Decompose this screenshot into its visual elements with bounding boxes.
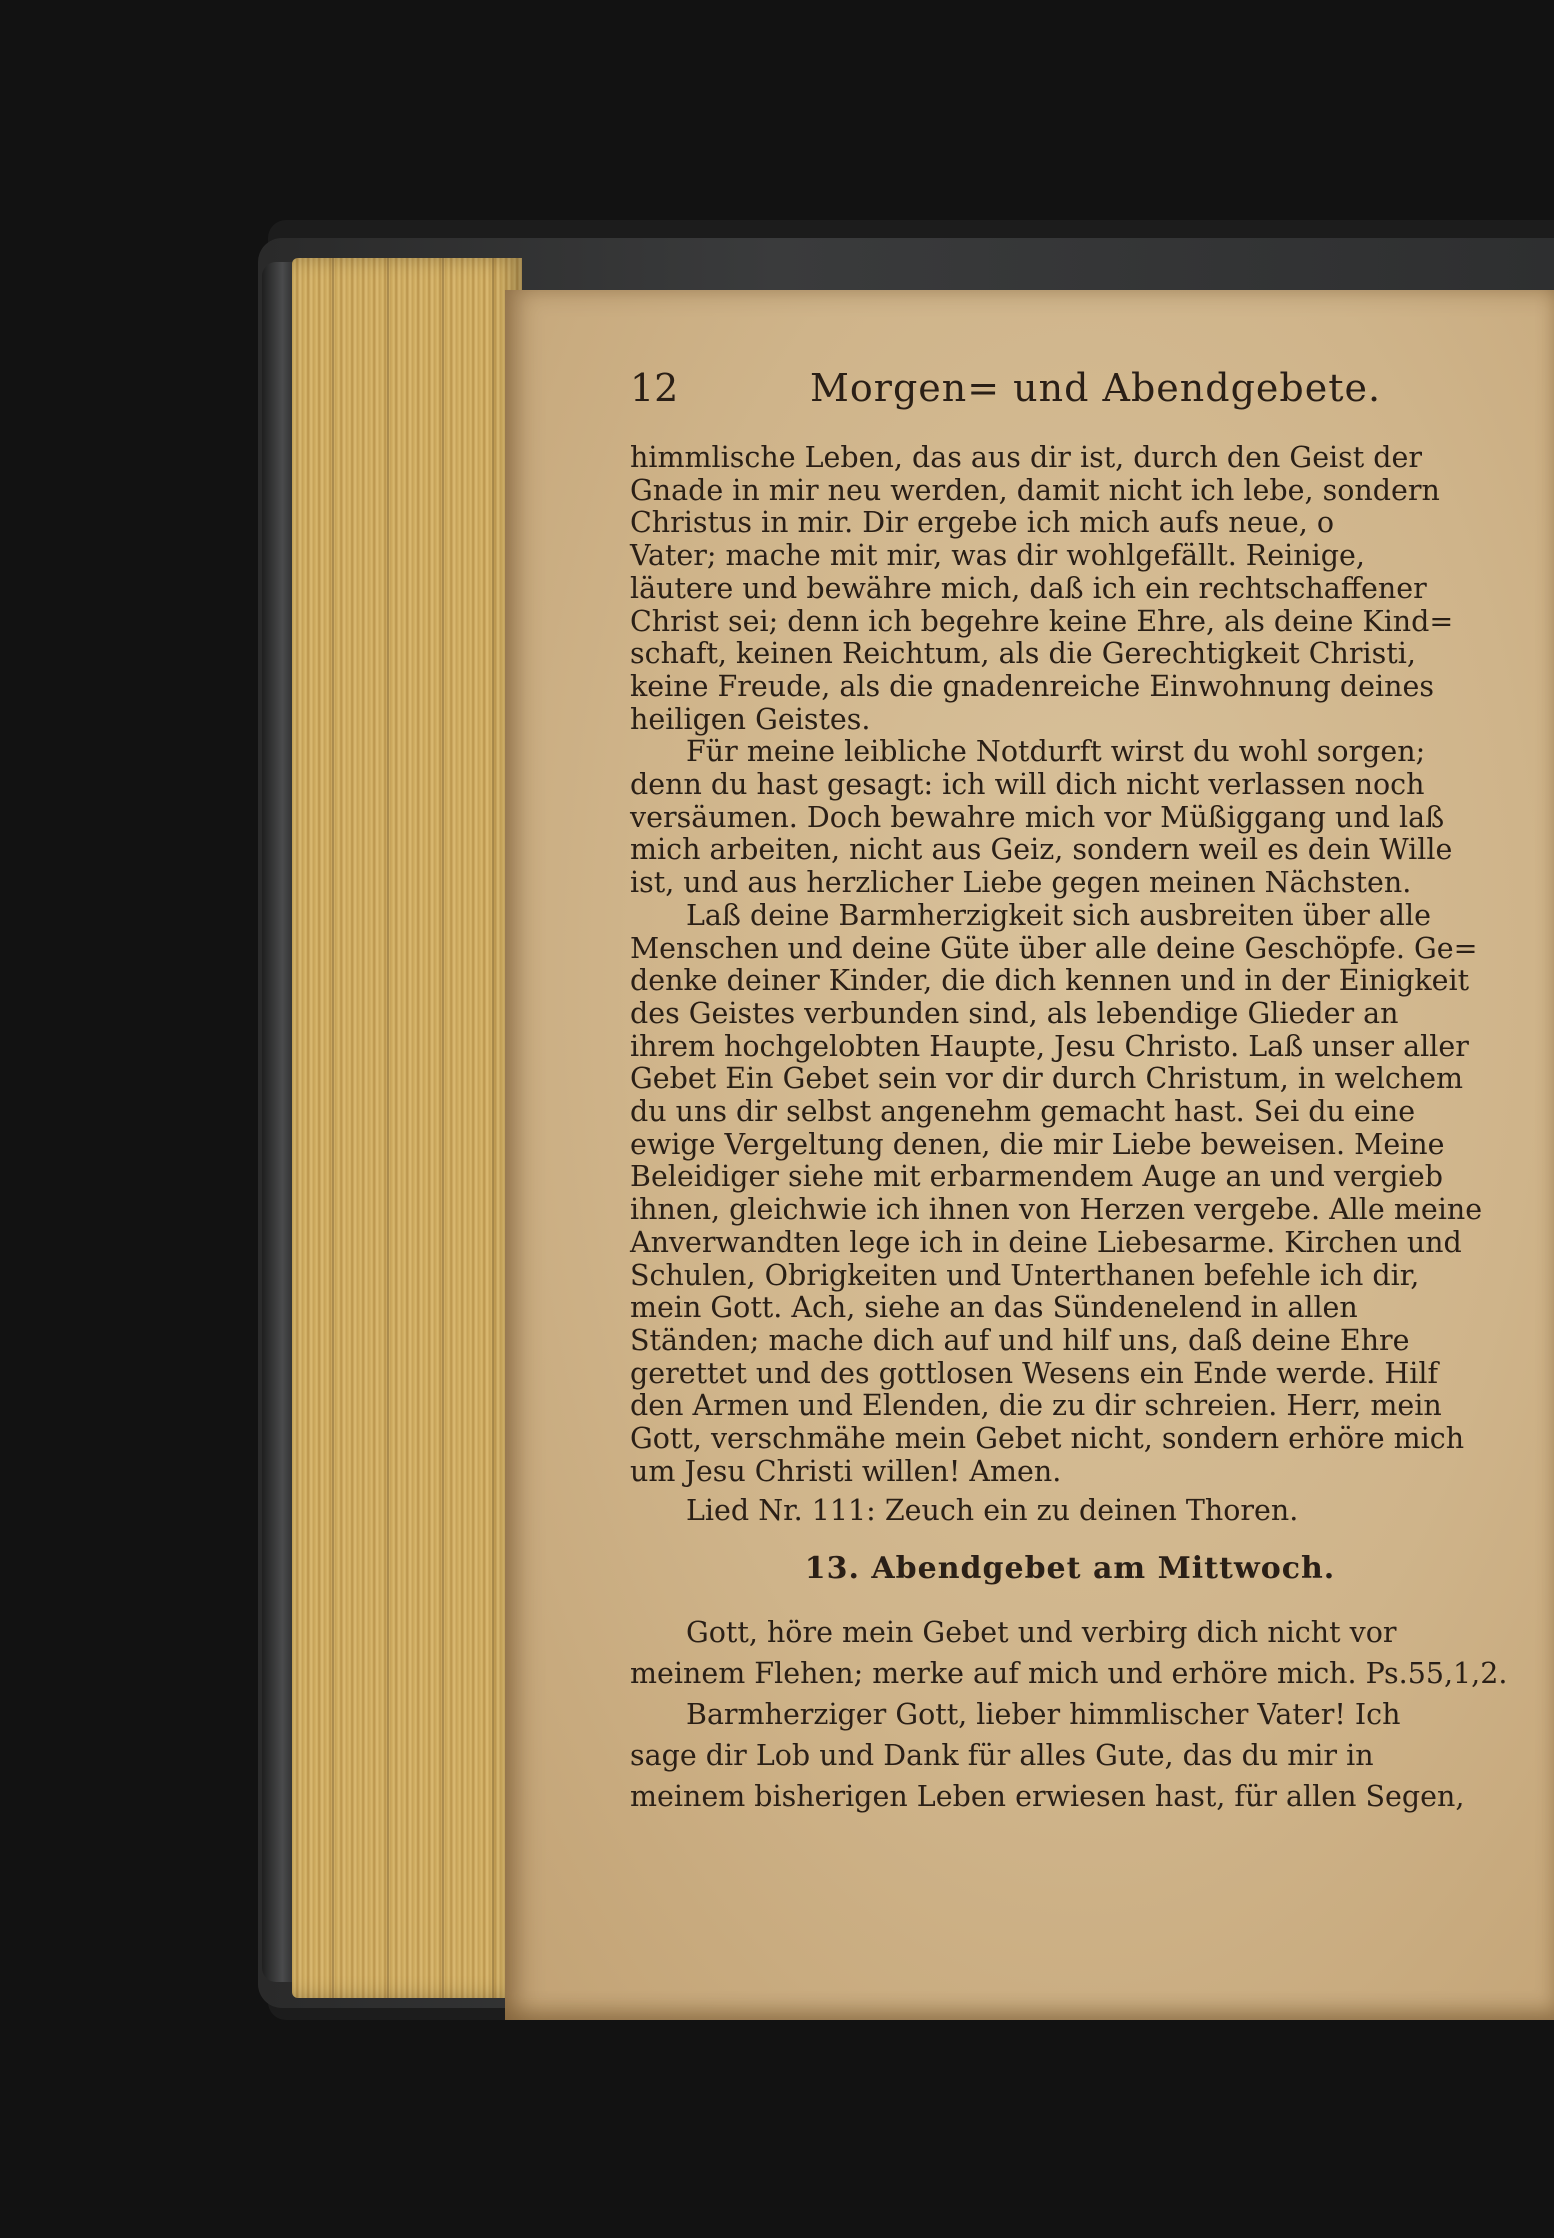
text-line: ihnen, gleichwie ich ihnen von Herzen vergebe. Alle meine <box>630 1193 1483 1227</box>
text-line: mich arbeiten, nicht aus Geiz, sondern weil es dein Wille <box>630 833 1453 867</box>
page-number: 12 <box>630 366 679 410</box>
text-line: ihrem hochgelobten Haupte, Jesu Christo. Laß unser aller <box>630 1029 1469 1063</box>
text-line: meinem Flehen; merke auf mich und erhöre mich. Ps.55,1,2. <box>630 1657 1508 1691</box>
text-line: schaft, keinen Reichtum, als die Gerechtigkeit Christi, <box>630 637 1416 671</box>
page-edge-line <box>442 258 444 1998</box>
page-edge-line <box>387 258 389 1998</box>
text-line: du uns dir selbst angenehm gemacht hast. Sei du eine <box>630 1095 1416 1129</box>
text-line: Ständen; mache dich auf und hilf uns, daß deine Ehre <box>630 1323 1410 1357</box>
text-line: Gnade in mir neu werden, damit nicht ich lebe, sondern <box>630 473 1440 507</box>
text-line: keine Freude, als die gnadenreiche Einwohnung deines <box>630 669 1434 703</box>
text-line: heiligen Geistes. <box>630 702 871 736</box>
running-title: Morgen= und Abendgebete. <box>810 366 1382 410</box>
text-line: Für meine leibliche Notdurft wirst du wohl sorgen; <box>686 735 1426 769</box>
hymn-reference: Lied Nr. 111: Zeuch ein zu deinen Thoren. <box>686 1493 1299 1527</box>
page-edge-line <box>332 258 334 1998</box>
text-line: Schulen, Obrigkeiten und Unterthanen befehle ich dir, <box>630 1258 1420 1292</box>
text-line: denn du hast gesagt: ich will dich nicht verlassen noch <box>630 768 1425 802</box>
text-line: meinem bisherigen Leben erwiesen hast, für allen Segen, <box>630 1780 1465 1814</box>
text-line: Vater; mache mit mir, was dir wohlgefällt. Reinige, <box>630 539 1365 573</box>
section-body <box>630 1612 1510 1817</box>
text-line: ewige Vergeltung denen, die mir Liebe beweisen. Meine <box>630 1127 1445 1161</box>
text-line: Christ sei; denn ich begehre keine Ehre, als deine Kind= <box>630 604 1454 638</box>
text-line: den Armen und Elenden, die zu dir schreien. Herr, mein <box>630 1389 1442 1423</box>
text-line: himmlische Leben, das aus dir ist, durch den Geist der <box>630 441 1423 474</box>
section-heading: 13. Abendgebet am Mittwoch. <box>804 1551 1336 1587</box>
text-line: Anverwandten lege ich in deine Liebesarme. Kirchen und <box>630 1225 1462 1259</box>
text-line: sage dir Lob und Dank für alles Gute, das du mir in <box>630 1739 1374 1773</box>
text-line: gerettet und des gottlosen Wesens ein Ende werde. Hilf <box>630 1356 1439 1390</box>
book-spine-edge <box>262 262 296 1982</box>
text-line: Gebet Ein Gebet sein vor dir durch Christum, in welchem <box>630 1062 1464 1096</box>
text-line: ist, und aus herzlicher Liebe gegen meinen Nächsten. <box>630 866 1412 900</box>
text-line: mein Gott. Ach, siehe an das Sündenelend in allen <box>630 1291 1358 1325</box>
text-line: läutere und bewähre mich, daß ich ein rechtschaffener <box>630 571 1427 605</box>
text-line: Menschen und deine Güte über alle deine Geschöpfe. Ge= <box>630 931 1478 965</box>
text-line: Laß deine Barmherzigkeit sich ausbreiten über alle <box>686 898 1431 932</box>
text-line: des Geistes verbunden sind, als lebendige Glieder an <box>630 996 1399 1030</box>
page-header <box>630 360 1510 424</box>
text-line: versäumen. Doch bewahre mich vor Müßiggang und laß <box>630 800 1445 834</box>
prayer-body <box>630 442 1510 1527</box>
page-edges <box>292 258 522 1998</box>
text-line: denke deiner Kinder, die dich kennen und in der Einigkeit <box>630 964 1470 998</box>
page-text <box>630 360 1510 1817</box>
page-edge-line <box>492 258 494 1998</box>
text-line: Barmherziger Gott, lieber himmlischer Vater! Ich <box>686 1698 1401 1732</box>
text-line: Beleidiger siehe mit erbarmendem Auge an und vergieb <box>630 1160 1443 1194</box>
text-line: um Jesu Christi willen! Amen. <box>630 1454 1062 1488</box>
text-line: Gott, verschmähe mein Gebet nicht, sondern erhöre mich <box>630 1422 1465 1456</box>
text-line: Gott, höre mein Gebet und verbirg dich nicht vor <box>686 1616 1397 1650</box>
text-line: Christus in mir. Dir ergebe ich mich aufs neue, o <box>630 506 1335 540</box>
